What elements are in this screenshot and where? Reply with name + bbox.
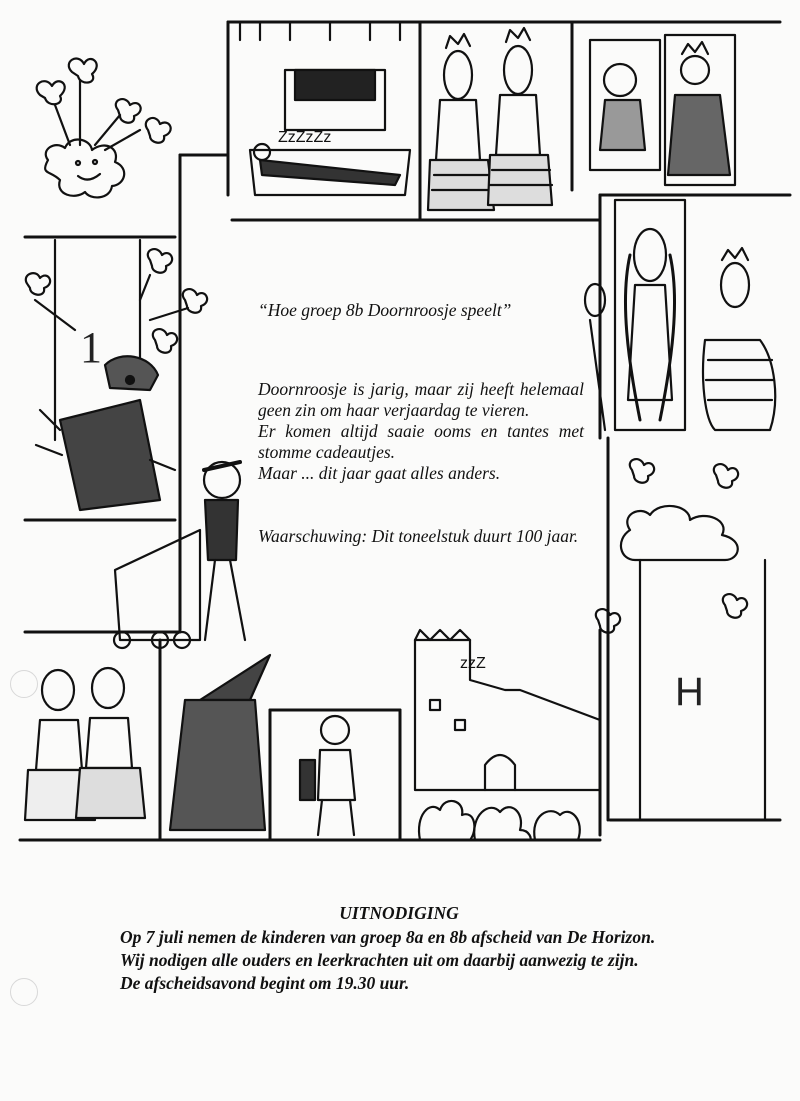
two-girls-bottom-left	[25, 668, 145, 820]
invitation-block	[120, 902, 678, 995]
king-queen-thrones	[590, 35, 735, 185]
invitation-paragraph: Wij nodigen alle ouders en leerkrachten uit om daarbij aanwezig te zijn.	[120, 950, 639, 970]
invitation-paragraph: De afscheidsavond begint om 19.30 uur.	[120, 973, 410, 993]
punch-hole-bottom	[10, 978, 38, 1006]
castle-bottom	[415, 630, 600, 840]
story-text-block	[258, 300, 584, 547]
story-line: Maar ... dit jaar gaat alles anders.	[258, 463, 501, 483]
story-line: Doornroosje is jarig, maar zij heeft helemaal geen zin om haar verjaardag te vieren.	[258, 379, 584, 420]
story-warning: Waarschuwing: Dit toneelstuk duurt 100 jaar.	[258, 526, 579, 546]
invitation-heading: UITNODIGING	[339, 903, 459, 923]
boy-with-backpack	[300, 716, 355, 835]
wizard-figure-left	[36, 356, 175, 510]
story-line: Er komen altijd saaie ooms en tantes met stomme cadeautjes.	[258, 421, 584, 462]
invitation-paragraph: Op 7 juli nemen de kinderen van groep 8a en 8b afscheid van De Horizon.	[120, 927, 656, 947]
snore-text: ZzZzZz	[278, 129, 332, 146]
punch-hole-top	[10, 670, 38, 698]
sleeping-panel	[240, 22, 410, 195]
flower-cloud-top-left	[37, 59, 171, 198]
witch-figure-bottom	[170, 655, 270, 830]
two-princesses-top	[428, 28, 552, 210]
story-title: “Hoe groep 8b Doornroosje speelt”	[258, 300, 512, 320]
princess-right-panel	[585, 200, 775, 430]
castle-snore-text: zzZ	[460, 655, 486, 672]
drawn-letter-h: H	[675, 670, 704, 714]
spacer	[258, 484, 584, 526]
drawn-page-number: 1	[80, 323, 102, 372]
right-tower	[596, 459, 765, 820]
